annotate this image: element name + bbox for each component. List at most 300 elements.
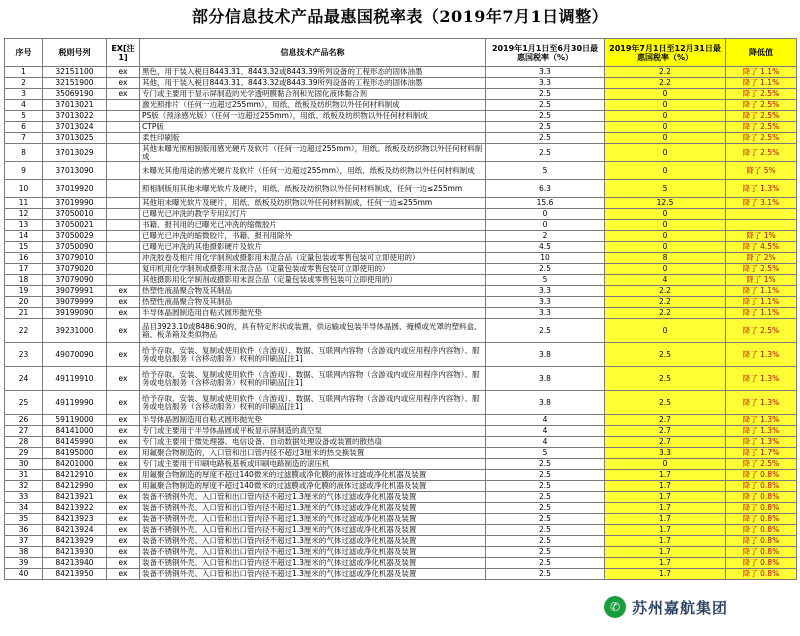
cell-name: 给予存取、安装、复制或使用软件（含游戏）、数据、互联网内容物（含游戏内或应用程序内容物）、服务或电信服务（含移动服务）权利的印刷品[注1] <box>140 367 486 391</box>
cell-ex <box>107 100 140 111</box>
table-body <box>5 67 797 580</box>
cell-name: 已曝光已冲洗的其他摄影硬片及软片 <box>140 242 486 253</box>
header-drop: 降低值 <box>726 39 797 67</box>
cell-code: 84195000 <box>43 448 107 459</box>
table-row <box>5 231 797 242</box>
cell-rate-h2: 2.5 <box>605 391 726 415</box>
cell-seq: 31 <box>5 470 43 481</box>
table-row <box>5 437 797 448</box>
cell-rate-h2: 2.7 <box>605 426 726 437</box>
cell-seq: 24 <box>5 367 43 391</box>
cell-name: 装备不锈钢外壳、入口管和出口管内径不超过1.3厘米的气体过滤或净化机器及装置 <box>140 547 486 558</box>
header-rate-h2: 2019年7月1日至12月31日最惠国税率（%） <box>605 39 726 67</box>
cell-rate-h2: 1.7 <box>605 492 726 503</box>
cell-name: PS版（预涂感光版）（任何一边超过255mm），用纸、纸板及纺织物以外任何材料制成 <box>140 111 486 122</box>
header-rate-h1: 2019年1月1日至6月30日最惠国税率（%） <box>486 39 605 67</box>
cell-name: 装备不锈钢外壳、入口管和出口管内径不超过1.3厘米的气体过滤或净化机器及装置 <box>140 525 486 536</box>
cell-rate-h1: 2.5 <box>486 514 605 525</box>
cell-seq: 19 <box>5 286 43 297</box>
cell-name: 装备不锈钢外壳、入口管和出口管内径不超过1.3厘米的气体过滤或净化机器及装置 <box>140 503 486 514</box>
cell-drop: 降了 2.5% <box>726 319 797 343</box>
cell-drop <box>726 220 797 231</box>
cell-rate-h2: 2.2 <box>605 78 726 89</box>
cell-rate-h2: 0 <box>605 89 726 100</box>
cell-rate-h2: 0 <box>605 100 726 111</box>
table-row <box>5 308 797 319</box>
cell-rate-h1: 4 <box>486 437 605 448</box>
table-row <box>5 319 797 343</box>
cell-drop: 降了 1.1% <box>726 78 797 89</box>
cell-seq: 27 <box>5 426 43 437</box>
cell-seq: 21 <box>5 308 43 319</box>
cell-seq: 12 <box>5 209 43 220</box>
cell-seq: 18 <box>5 275 43 286</box>
cell-ex <box>107 111 140 122</box>
cell-code: 84213929 <box>43 536 107 547</box>
cell-ex: ex <box>107 319 140 343</box>
cell-rate-h2: 2.7 <box>605 415 726 426</box>
cell-drop: 降了 1.7% <box>726 448 797 459</box>
cell-rate-h2: 12.5 <box>605 198 726 209</box>
cell-rate-h1: 15.6 <box>486 198 605 209</box>
table-row <box>5 89 797 100</box>
cell-seq: 32 <box>5 481 43 492</box>
cell-drop: 降了 2.5% <box>726 100 797 111</box>
cell-ex: ex <box>107 367 140 391</box>
table-row <box>5 547 797 558</box>
cell-ex <box>107 231 140 242</box>
table-row <box>5 492 797 503</box>
table-row <box>5 558 797 569</box>
cell-name: 激光照排片（任何一边超过255mm），用纸、纸板及纺织物以外任何材料制成 <box>140 100 486 111</box>
cell-seq: 3 <box>5 89 43 100</box>
cell-code: 32151100 <box>43 67 107 78</box>
cell-drop: 降了 3.1% <box>726 198 797 209</box>
cell-rate-h1: 3.3 <box>486 308 605 319</box>
table-row <box>5 391 797 415</box>
cell-code: 84213923 <box>43 514 107 525</box>
cell-seq: 22 <box>5 319 43 343</box>
cell-code: 84213940 <box>43 558 107 569</box>
cell-drop: 降了 0.8% <box>726 492 797 503</box>
cell-drop <box>726 209 797 220</box>
cell-rate-h1: 4.5 <box>486 242 605 253</box>
cell-name: 专门或主要用于微处理器、电信设备、自动数据处理设备或装置的散热扇 <box>140 437 486 448</box>
cell-name: 热塑性液晶聚合物及其制品 <box>140 286 486 297</box>
cell-rate-h1: 10 <box>486 253 605 264</box>
table-row <box>5 122 797 133</box>
cell-seq: 4 <box>5 100 43 111</box>
table-row <box>5 297 797 308</box>
cell-ex: ex <box>107 343 140 367</box>
table-row <box>5 481 797 492</box>
cell-name: 装备不锈钢外壳、入口管和出口管内径不超过1.3厘米的气体过滤或净化机器及装置 <box>140 558 486 569</box>
cell-name: 照相制版用其他未曝光软片及硬片，用纸、纸板及纺织物以外任何材料制成，任何一边≤255mm <box>140 180 486 198</box>
cell-rate-h1: 5 <box>486 275 605 286</box>
cell-code: 84212990 <box>43 481 107 492</box>
cell-rate-h1: 2.5 <box>486 133 605 144</box>
header-name: 信息技术产品名称 <box>140 39 486 67</box>
cell-seq: 25 <box>5 391 43 415</box>
cell-ex <box>107 264 140 275</box>
cell-name: 给予存取、安装、复制或使用软件（含游戏）、数据、互联网内容物（含游戏内或应用程序内容物）、服务或电信服务（含移动服务）权利的印刷品[注1] <box>140 343 486 367</box>
cell-code: 39199090 <box>43 308 107 319</box>
cell-ex: ex <box>107 514 140 525</box>
header-ex: EX[注1] <box>107 39 140 67</box>
table-row <box>5 100 797 111</box>
cell-name: 热塑性液晶聚合物及其制品 <box>140 297 486 308</box>
cell-rate-h2: 2.2 <box>605 67 726 78</box>
cell-rate-h2: 1.7 <box>605 503 726 514</box>
cell-ex: ex <box>107 558 140 569</box>
cell-drop: 降了 2.5% <box>726 89 797 100</box>
cell-rate-h1: 4 <box>486 426 605 437</box>
cell-name: 用氟聚合物制造的厚度不超过140微米的过滤膜或净化膜的液体过滤或净化机器及装置 <box>140 481 486 492</box>
header-code: 税则号列 <box>43 39 107 67</box>
cell-seq: 36 <box>5 525 43 536</box>
cell-drop: 降了 1% <box>726 275 797 286</box>
cell-rate-h1: 2.5 <box>486 459 605 470</box>
cell-ex <box>107 162 140 180</box>
table-row <box>5 426 797 437</box>
cell-seq: 5 <box>5 111 43 122</box>
cell-rate-h1: 0 <box>486 209 605 220</box>
cell-drop: 降了 1.1% <box>726 308 797 319</box>
table-row <box>5 253 797 264</box>
cell-rate-h2: 3.3 <box>605 448 726 459</box>
cell-drop: 降了 4.5% <box>726 242 797 253</box>
cell-rate-h1: 2 <box>486 231 605 242</box>
cell-code: 37013029 <box>43 144 107 162</box>
cell-rate-h1: 3.3 <box>486 67 605 78</box>
cell-rate-h1: 5 <box>486 162 605 180</box>
table-row <box>5 470 797 481</box>
cell-rate-h1: 2.5 <box>486 558 605 569</box>
cell-drop: 降了 0.8% <box>726 470 797 481</box>
cell-seq: 40 <box>5 569 43 580</box>
cell-name: 专门或主要用于印刷电路板基板或印刷电路制造的滚压机 <box>140 459 486 470</box>
cell-drop: 降了 0.8% <box>726 481 797 492</box>
cell-seq: 23 <box>5 343 43 367</box>
cell-code: 37013022 <box>43 111 107 122</box>
cell-rate-h2: 1.7 <box>605 569 726 580</box>
cell-ex <box>107 122 140 133</box>
table-row <box>5 448 797 459</box>
cell-ex <box>107 220 140 231</box>
cell-ex <box>107 198 140 209</box>
table-row <box>5 525 797 536</box>
cell-name: 复印机用化学制剂或摄影用未混合品（定量包装或零售包装可立即使用的） <box>140 264 486 275</box>
cell-seq: 15 <box>5 242 43 253</box>
cell-rate-h1: 5 <box>486 448 605 459</box>
cell-name: 专门或主要用于半导体晶圆或平板显示屏制造的真空泵 <box>140 426 486 437</box>
cell-code: 37013021 <box>43 100 107 111</box>
table-row <box>5 144 797 162</box>
cell-drop: 降了 1.3% <box>726 367 797 391</box>
table-header-row <box>5 39 797 67</box>
cell-seq: 35 <box>5 514 43 525</box>
cell-rate-h2: 1.7 <box>605 470 726 481</box>
cell-ex: ex <box>107 492 140 503</box>
cell-rate-h1: 2.5 <box>486 100 605 111</box>
table-row <box>5 459 797 470</box>
cell-code: 37079090 <box>43 275 107 286</box>
cell-drop: 降了 1.3% <box>726 426 797 437</box>
table-row <box>5 111 797 122</box>
cell-name: 冲洗胶卷及相片用化学制剂或摄影用未混合品（定量包装或零售包装可立即使用的） <box>140 253 486 264</box>
cell-rate-h1: 4 <box>486 415 605 426</box>
wechat-icon: ✆ <box>604 596 626 618</box>
cell-rate-h2: 0 <box>605 133 726 144</box>
cell-ex <box>107 144 140 162</box>
table-row <box>5 569 797 580</box>
cell-code: 37013090 <box>43 162 107 180</box>
cell-rate-h1: 6.3 <box>486 180 605 198</box>
cell-drop: 降了 0.8% <box>726 514 797 525</box>
cell-rate-h2: 0 <box>605 122 726 133</box>
cell-seq: 11 <box>5 198 43 209</box>
cell-drop: 降了 2% <box>726 253 797 264</box>
cell-rate-h1: 2.5 <box>486 536 605 547</box>
cell-name: 用氟聚合物制造的，入口管和出口管内径不超过3厘米的热交换装置 <box>140 448 486 459</box>
cell-rate-h2: 0 <box>605 220 726 231</box>
cell-drop: 降了 0.8% <box>726 525 797 536</box>
cell-seq: 1 <box>5 67 43 78</box>
table-row <box>5 162 797 180</box>
cell-seq: 8 <box>5 144 43 162</box>
cell-ex: ex <box>107 67 140 78</box>
cell-rate-h1: 2.5 <box>486 319 605 343</box>
cell-drop: 降了 1.1% <box>726 297 797 308</box>
cell-seq: 26 <box>5 415 43 426</box>
cell-rate-h1: 2.5 <box>486 547 605 558</box>
cell-code: 37013025 <box>43 133 107 144</box>
cell-ex <box>107 133 140 144</box>
cell-ex: ex <box>107 481 140 492</box>
cell-code: 49070090 <box>43 343 107 367</box>
table-row <box>5 220 797 231</box>
table-row <box>5 503 797 514</box>
cell-rate-h2: 1.7 <box>605 481 726 492</box>
cell-ex: ex <box>107 426 140 437</box>
cell-code: 37013024 <box>43 122 107 133</box>
cell-code: 39079991 <box>43 286 107 297</box>
table-row <box>5 133 797 144</box>
cell-name: CTP版 <box>140 122 486 133</box>
cell-seq: 38 <box>5 547 43 558</box>
cell-name: 其他未曝光照相制版用感光硬片及软片（任何一边超过255mm），用纸、纸板及纺织物以外任何材料制成 <box>140 144 486 162</box>
cell-code: 37050021 <box>43 220 107 231</box>
table-row <box>5 367 797 391</box>
cell-ex: ex <box>107 448 140 459</box>
cell-code: 39079999 <box>43 297 107 308</box>
cell-seq: 13 <box>5 220 43 231</box>
cell-seq: 39 <box>5 558 43 569</box>
cell-code: 37019990 <box>43 198 107 209</box>
cell-name: 半导体晶圆制造用自粘式圆形抛光垫 <box>140 308 486 319</box>
cell-ex: ex <box>107 437 140 448</box>
cell-seq: 34 <box>5 503 43 514</box>
cell-rate-h1: 3.3 <box>486 286 605 297</box>
page-title: 部分信息技术产品最惠国税率表（2019年7月1日调整） <box>191 7 609 26</box>
cell-code: 37050029 <box>43 231 107 242</box>
cell-seq: 17 <box>5 264 43 275</box>
cell-rate-h1: 2.5 <box>486 144 605 162</box>
cell-ex <box>107 275 140 286</box>
cell-code: 37079010 <box>43 253 107 264</box>
cell-drop: 降了 2.5% <box>726 264 797 275</box>
cell-drop: 降了 2.5% <box>726 111 797 122</box>
cell-rate-h2: 0 <box>605 209 726 220</box>
cell-code: 49119910 <box>43 367 107 391</box>
cell-ex <box>107 242 140 253</box>
cell-drop: 降了 1.3% <box>726 415 797 426</box>
cell-rate-h1: 2.5 <box>486 264 605 275</box>
cell-drop: 降了 1.3% <box>726 437 797 448</box>
table-row <box>5 264 797 275</box>
cell-code: 84213922 <box>43 503 107 514</box>
cell-name: 已曝光已冲洗的教学专用幻灯片 <box>140 209 486 220</box>
cell-name: 其他摄影用化学制剂或摄影用未混合品（定量包装或零售包装可立即使用的） <box>140 275 486 286</box>
table-row <box>5 275 797 286</box>
table-row <box>5 198 797 209</box>
cell-rate-h2: 0 <box>605 231 726 242</box>
cell-rate-h2: 1.7 <box>605 547 726 558</box>
cell-ex: ex <box>107 391 140 415</box>
cell-ex: ex <box>107 536 140 547</box>
cell-name: 给予存取、安装、复制或使用软件（含游戏）、数据、互联网内容物（含游戏内或应用程序内容物）、服务或电信服务（含移动服务）权利的印刷品[注1] <box>140 391 486 415</box>
cell-drop: 降了 2.5% <box>726 122 797 133</box>
cell-drop: 降了 0.8% <box>726 536 797 547</box>
table-row <box>5 536 797 547</box>
cell-rate-h2: 2.5 <box>605 367 726 391</box>
cell-seq: 37 <box>5 536 43 547</box>
cell-drop: 降了 1.3% <box>726 391 797 415</box>
cell-name: 装备不锈钢外壳、入口管和出口管内径不超过1.3厘米的气体过滤或净化机器及装置 <box>140 569 486 580</box>
cell-code: 84141000 <box>43 426 107 437</box>
cell-rate-h2: 0 <box>605 242 726 253</box>
cell-code: 32151900 <box>43 78 107 89</box>
cell-rate-h1: 2.5 <box>486 525 605 536</box>
cell-rate-h2: 4 <box>605 275 726 286</box>
cell-rate-h2: 0 <box>605 144 726 162</box>
cell-ex: ex <box>107 286 140 297</box>
cell-rate-h2: 0 <box>605 111 726 122</box>
cell-rate-h1: 2.5 <box>486 492 605 503</box>
cell-code: 84213924 <box>43 525 107 536</box>
cell-rate-h2: 1.7 <box>605 525 726 536</box>
cell-ex: ex <box>107 459 140 470</box>
cell-name: 柔性印刷版 <box>140 133 486 144</box>
cell-code: 39231000 <box>43 319 107 343</box>
cell-name: 装备不锈钢外壳、入口管和出口管内径不超过1.3厘米的气体过滤或净化机器及装置 <box>140 536 486 547</box>
cell-name: 未曝光其他用途的感光硬片及软片（任何一边超过255mm），用纸、纸板及纺织物以外任何材料制成 <box>140 162 486 180</box>
cell-rate-h1: 3.3 <box>486 297 605 308</box>
cell-ex: ex <box>107 89 140 100</box>
table-row <box>5 343 797 367</box>
cell-name: 黑色，用于装入税目8443.31、8443.32或8443.39所列设备的工程形态的固体油墨 <box>140 67 486 78</box>
cell-code: 84201000 <box>43 459 107 470</box>
cell-ex: ex <box>107 308 140 319</box>
cell-drop: 降了 0.8% <box>726 569 797 580</box>
header-seq: 序号 <box>5 39 43 67</box>
table-row <box>5 415 797 426</box>
table-row <box>5 514 797 525</box>
cell-rate-h1: 2.5 <box>486 569 605 580</box>
cell-rate-h1: 2.5 <box>486 122 605 133</box>
cell-drop: 降了 2.5% <box>726 144 797 162</box>
cell-name: 品目3923.10或8486.90的，具有特定形状或装置，供运输或包装半导体晶圆、掩模或光罩的塑料盒、箱、板条箱及类似物品 <box>140 319 486 343</box>
cell-ex: ex <box>107 569 140 580</box>
cell-rate-h2: 2.2 <box>605 286 726 297</box>
cell-name: 其他，用于装入税目8443.31、8443.32或8443.39所列设备的工程形态的固体油墨 <box>140 78 486 89</box>
table-row <box>5 242 797 253</box>
cell-name: 已曝光已冲洗的缩微胶片，书籍、报刊用除外 <box>140 231 486 242</box>
table-row <box>5 67 797 78</box>
cell-drop: 降了 1.1% <box>726 67 797 78</box>
cell-seq: 30 <box>5 459 43 470</box>
tax-rate-table <box>4 38 797 580</box>
cell-rate-h1: 0 <box>486 220 605 231</box>
table-row <box>5 78 797 89</box>
cell-code: 37050010 <box>43 209 107 220</box>
cell-ex: ex <box>107 415 140 426</box>
cell-code: 84145990 <box>43 437 107 448</box>
cell-rate-h2: 5 <box>605 180 726 198</box>
cell-rate-h1: 3.8 <box>486 367 605 391</box>
cell-ex <box>107 180 140 198</box>
cell-seq: 16 <box>5 253 43 264</box>
cell-code: 49119990 <box>43 391 107 415</box>
cell-seq: 9 <box>5 162 43 180</box>
cell-seq: 20 <box>5 297 43 308</box>
cell-rate-h1: 2.5 <box>486 111 605 122</box>
cell-drop: 降了 1.3% <box>726 180 797 198</box>
cell-rate-h2: 0 <box>605 459 726 470</box>
cell-seq: 7 <box>5 133 43 144</box>
cell-name: 专门或主要用于显示屏制造的光学透明膜黏合剂和光固化液体黏合剂 <box>140 89 486 100</box>
cell-rate-h1: 2.5 <box>486 470 605 481</box>
cell-drop: 降了 0.8% <box>726 547 797 558</box>
cell-rate-h2: 2.5 <box>605 343 726 367</box>
cell-drop: 降了 1.1% <box>726 286 797 297</box>
cell-code: 35069190 <box>43 89 107 100</box>
cell-rate-h1: 3.8 <box>486 391 605 415</box>
cell-seq: 2 <box>5 78 43 89</box>
cell-drop: 降了 5% <box>726 162 797 180</box>
cell-rate-h2: 2.2 <box>605 297 726 308</box>
table-row <box>5 209 797 220</box>
cell-rate-h2: 0 <box>605 162 726 180</box>
cell-code: 84213930 <box>43 547 107 558</box>
cell-code: 37019920 <box>43 180 107 198</box>
cell-code: 84213950 <box>43 569 107 580</box>
cell-rate-h2: 1.7 <box>605 536 726 547</box>
cell-name: 半导体晶圆制造用自粘式圆形抛光垫 <box>140 415 486 426</box>
cell-name: 书籍、报刊用的已曝光已冲洗的缩微胶片 <box>140 220 486 231</box>
cell-code: 84213921 <box>43 492 107 503</box>
cell-drop: 降了 1.3% <box>726 343 797 367</box>
cell-seq: 6 <box>5 122 43 133</box>
cell-drop: 降了 1% <box>726 231 797 242</box>
table-row <box>5 180 797 198</box>
cell-rate-h2: 2.7 <box>605 437 726 448</box>
cell-name: 装备不锈钢外壳、入口管和出口管内径不超过1.3厘米的气体过滤或净化机器及装置 <box>140 514 486 525</box>
cell-ex: ex <box>107 470 140 481</box>
cell-rate-h1: 3.8 <box>486 343 605 367</box>
cell-rate-h2: 0 <box>605 264 726 275</box>
cell-ex <box>107 209 140 220</box>
